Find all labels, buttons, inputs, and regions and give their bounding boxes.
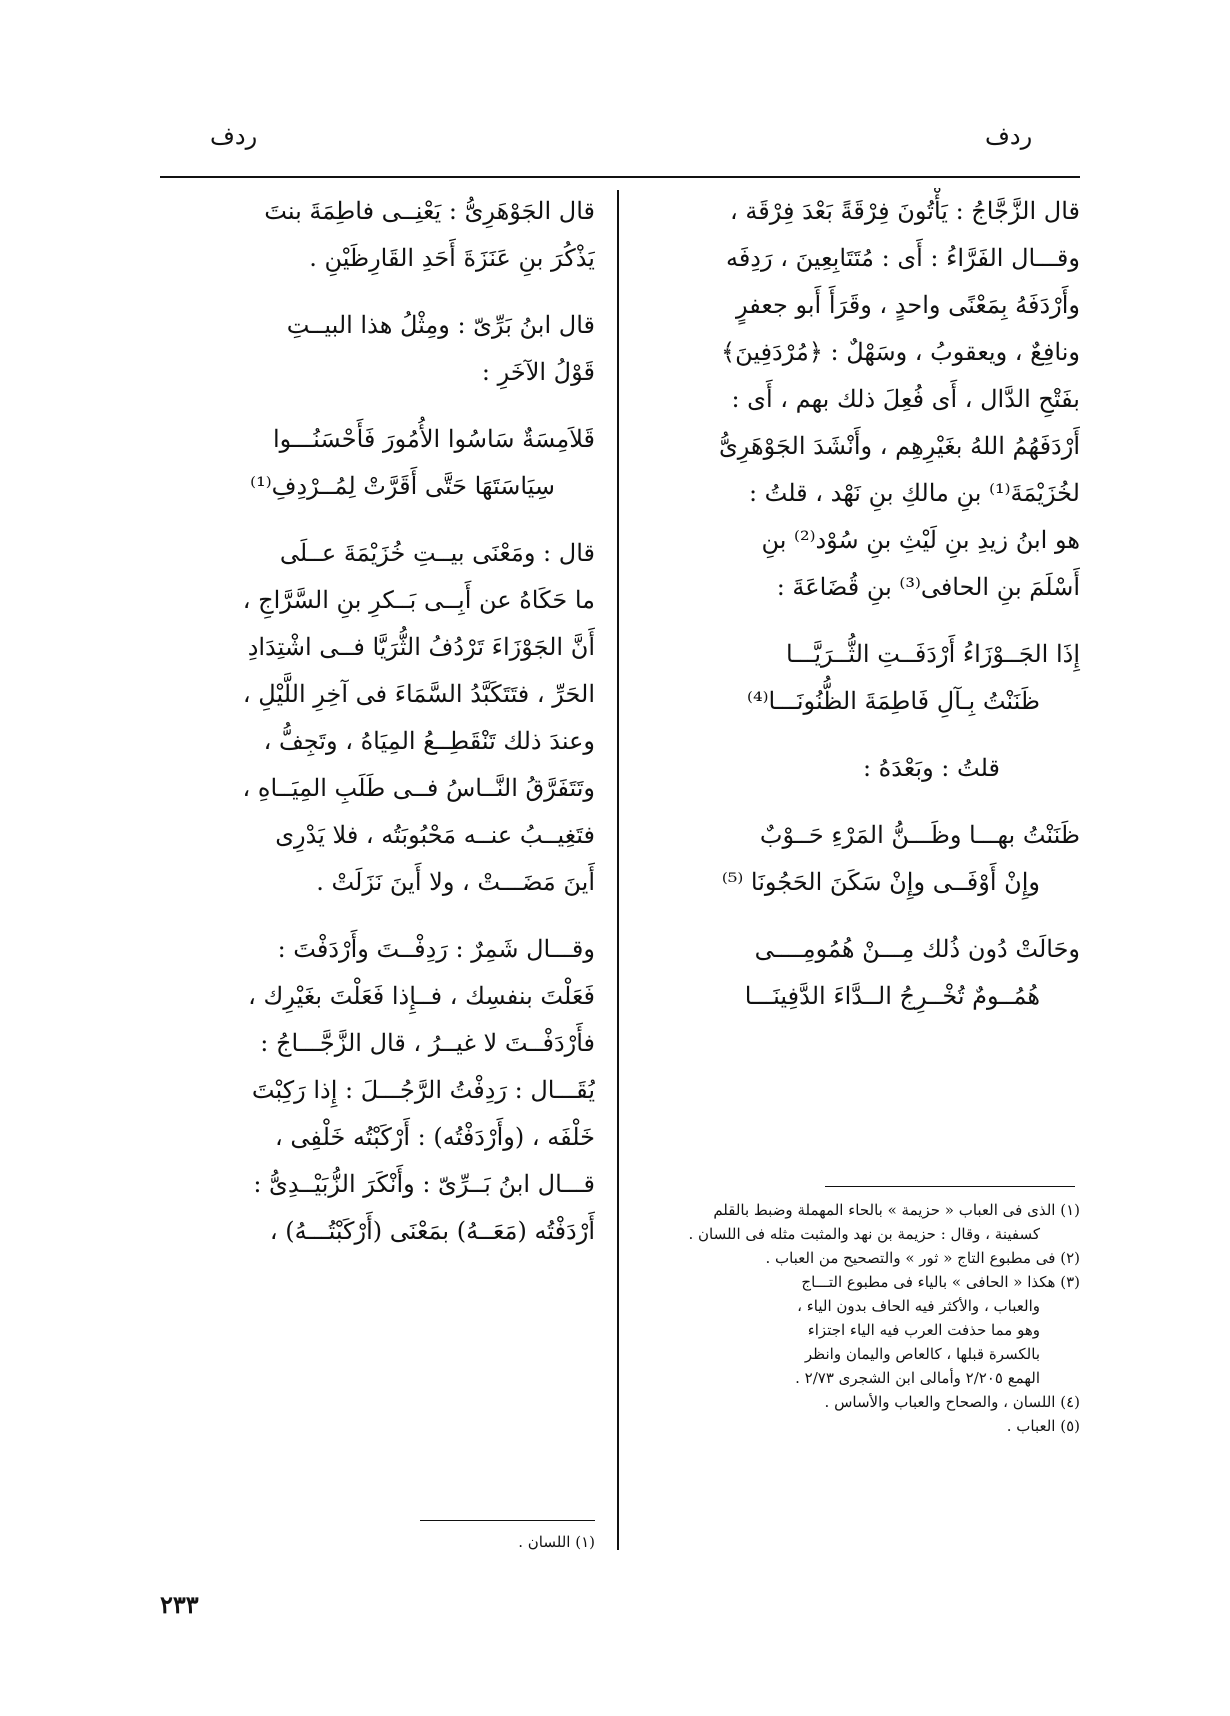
text-line: أَرْدَفْتُه (مَعَــهُ) بمَعْنَى (أَرْكَبْتُـــهُ) ، xyxy=(269,1217,595,1245)
verse-hemistich: إِذَا الجَــوْزَاءُ أَرْدَفَــتِ الثُّــرَيَّـــا xyxy=(785,640,1080,668)
text-line: قـــال ابنُ بَــرِّىّ : وأَنْكَرَ الزُّبَيْــدِىُّ : xyxy=(253,1170,595,1198)
text-line: يُقَـــال : رَدِفْتُ الرَّجُـــلَ : إِذا رَكِبْتَ xyxy=(251,1076,595,1104)
running-header-left: ردف xyxy=(210,122,258,150)
column-divider xyxy=(617,190,619,1550)
text-line: فَعَلْتَ بنفسِك ، فــإِذا فَعَلْتَ بغَيْرِك ، xyxy=(248,982,595,1010)
text-line: ما حَكَاهُ عن أَبِــى بَــكرِ بنِ السَّرَّاجِ ، xyxy=(242,586,595,614)
text-line: قال الجَوْهَرِىُّ : يَعْنِــى فاطِمَةَ بنتَ xyxy=(264,197,595,225)
footnote: وهو مما حذفت العرب فيه الياء اجتزاء xyxy=(807,1321,1040,1339)
text-line: وأَرْدَفَهُ بِمَعْنًى واحدٍ ، وقَرَأَ أَبو جعفرٍ xyxy=(736,291,1080,319)
footnote: (٤) اللسان ، والصحاح والعباب والأساس . xyxy=(824,1393,1080,1411)
text-line: الحَرِّ ، فتَتَكَبَّدُ السَّمَاءَ فى آخِرِ اللَّيْلِ ، xyxy=(242,680,595,708)
verse-hemistich: ظَنَنْتُ بهـــا وظَـــنُّ المَرْءِ حَــوْبٌ xyxy=(759,821,1080,849)
footnote: (٥) العباب . xyxy=(1006,1417,1080,1435)
page-number: ٢٣٣ xyxy=(160,1590,199,1619)
footnote: كسفينة ، وقال : حزيمة بن نهد والمثبت مثله فى اللسان . xyxy=(688,1225,1040,1243)
footnotes-left xyxy=(400,1530,595,1554)
footnote-rule-left xyxy=(420,1520,595,1521)
verse-hemistich: هُمُــومٌ تُخْــرِجُ الــدَّاءَ الدَّفِينَـــا xyxy=(744,982,1040,1010)
text-line: أَينَ مَضَـــتْ ، ولا أَينَ نَزَلَتْ . xyxy=(316,868,595,896)
text-line: أَرْدَفَهُمُ اللهُ بغَيْرِهِم ، وأَنْشَدَ الجَوْهَرِىُّ xyxy=(718,432,1080,460)
text-line: أَسْلَمَ بنِ الحافى⁽³⁾ بنِ قُضَاعَةَ : xyxy=(776,573,1080,601)
left-column xyxy=(160,188,595,1255)
text-line: خَلْفَه ، (وأَرْدَفْتُه) : أَرْكَبْتُه خَلْفِى ، xyxy=(275,1123,595,1151)
text-line: بفَتْحِ الدَّال ، أَى فُعِلَ ذلك بهم ، أَى : xyxy=(731,385,1080,413)
text-line: قلتُ : وبَعْدَهُ : xyxy=(862,754,1000,782)
text-line: قال : ومَعْنَى بيــتِ خُزَيْمَةَ عــلَى xyxy=(279,539,595,567)
verse-hemistich: قَلاَمِسَةٌ سَاسُوا الأُمُورَ فَأَحْسَنُـــوا xyxy=(272,425,595,453)
footnote: (١) الذى فى العباب « حزيمة » بالحاء المهملة وضبط بالقلم xyxy=(713,1201,1080,1219)
running-header-right: ردف xyxy=(985,122,1033,150)
text-line: قال ابنُ بَرِّىّ : ومِثْلُ هذا البيــتِ xyxy=(286,311,595,339)
text-line: وتَتَفَرَّقُ النَّــاسُ فــى طَلَبِ المِيَــاهِ ، xyxy=(242,774,595,802)
text-line: ونافِعٌ ، ويعقوبُ ، وسَهْلٌ : ﴿مُرْدَفِينَ﴾ xyxy=(721,338,1080,366)
footnote: الهمع ٢/٢٠٥ وأمالى ابن الشجرى ٢/٧٣ . xyxy=(795,1369,1040,1387)
footnote: (١) اللسان . xyxy=(518,1533,595,1551)
text-line: أَنَّ الجَوْزَاءَ تَرْدُفُ الثُّرَيَّا فــى اشْتِدَادِ xyxy=(247,633,595,661)
verse-hemistich: وحَالَتْ دُون ذُلك مِـــنْ هُمُومِــــى xyxy=(754,935,1080,963)
text-line: وقـــال الفَرَّاءُ : أَى : مُتَتَابِعِينَ ، رَدِفَه xyxy=(725,244,1080,272)
text-line: فتَغِيــبُ عنــه مَحْبُوبَتُه ، فلا يَدْرِى xyxy=(275,821,595,849)
text-line: وقـــال شَمِرٌ : رَدِفْــتَ وأَرْدَفْتَ : xyxy=(277,935,595,963)
verse-hemistich: سِيَاسَتَهَا حَتَّى أَقَرَّتْ لِمُــرْدِفِ⁽¹⁾ xyxy=(250,472,555,500)
right-column xyxy=(655,188,1080,1020)
footnote: بالكسرة قبلها ، كالعاص واليمان وانظر xyxy=(804,1345,1040,1363)
text-line: قَوْلُ الآخَرِ : xyxy=(481,358,595,386)
verse-hemistich: ظَنَنْتُ بِـآلِ فَاطِمَةَ الظُّنُونَـــا⁽⁴⁾ xyxy=(747,687,1040,715)
text-line: فأَرْدَفْــتَ لا غيــرُ ، قال الزَّجَّـــاجُ : xyxy=(260,1029,595,1057)
header-rule xyxy=(160,176,1080,178)
text-line: لخُزَيْمَةَ⁽¹⁾ بنِ مالكِ بنِ نَهْد ، قلتُ : xyxy=(748,479,1080,507)
verse-hemistich: وإِنْ أَوْفَــى وإِنْ سَكَنَ الحَجُونَا ⁽⁵⁾ xyxy=(721,868,1040,896)
text-line: يَذْكُرَ بنِ عَنَزَةَ أَحَدِ القَارِظَيْنِ . xyxy=(309,244,595,272)
text-line: هو ابنُ زيدِ بنِ لَيْثِ بنِ سُوْد⁽²⁾ بنِ xyxy=(761,526,1080,554)
footnote: (٢) فى مطبوع التاج « ثور » والتصحيح من العباب . xyxy=(765,1249,1080,1267)
text-line: قال الزَّجَّاجُ : يَأْتُونَ فِرْقَةً بَعْدَ فِرْقَة ، xyxy=(730,197,1080,225)
footnotes-right xyxy=(655,1198,1080,1438)
text-line: وعندَ ذلك تَنْقَطِــعُ المِيَاهُ ، وتَجِفُّ ، xyxy=(263,727,595,755)
footnote: والعباب ، والأكثر فيه الحاف بدون الياء ، xyxy=(797,1297,1040,1315)
footnote: (٣) هكذا « الحافى » بالياء فى مطبوع التـــاج xyxy=(801,1273,1080,1291)
footnote-rule-right xyxy=(825,1186,1075,1187)
